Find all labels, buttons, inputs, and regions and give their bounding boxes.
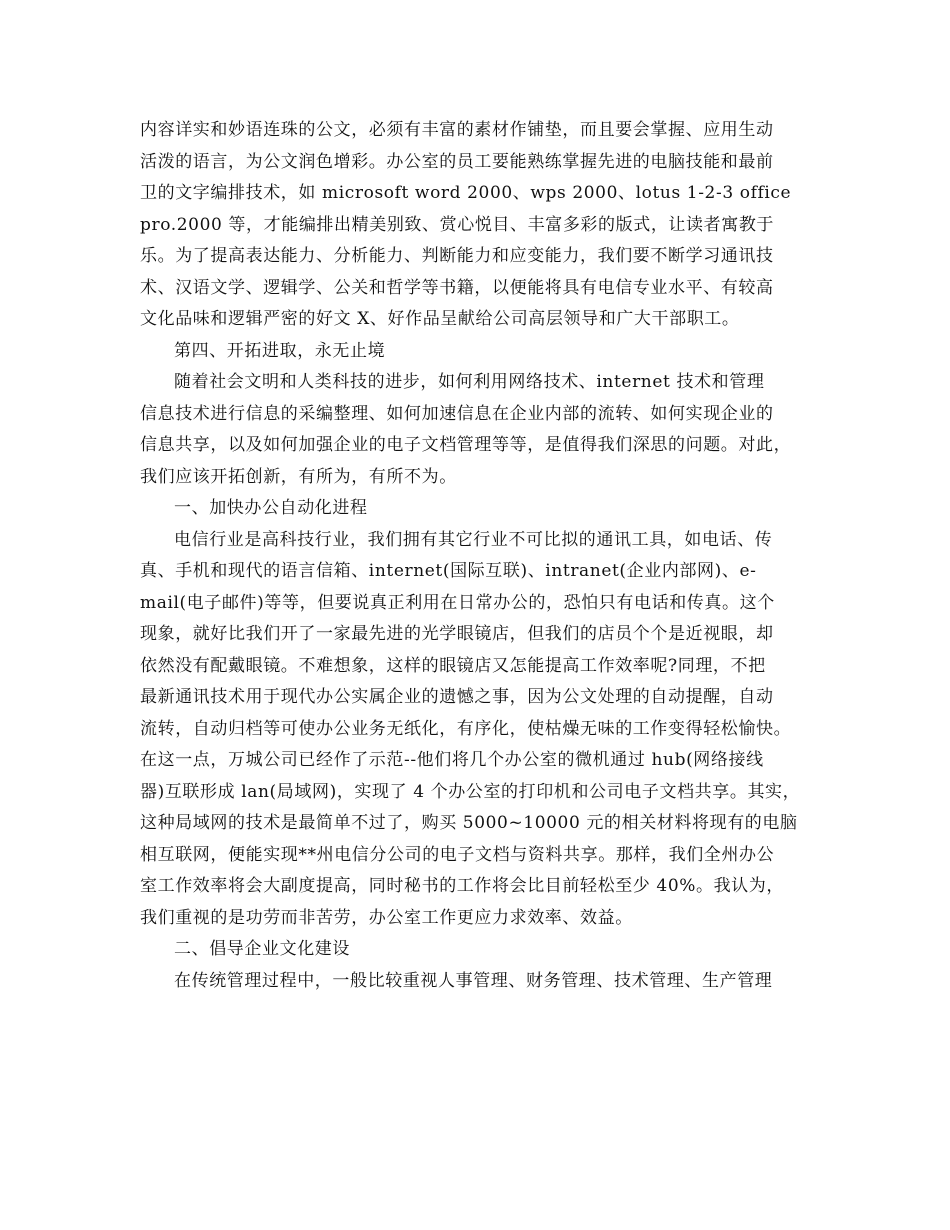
- paragraph-line: 最新通讯技术用于现代办公实属企业的遗憾之事，因为公文处理的自动提醒，自动: [140, 687, 774, 707]
- paragraph-line: 随着社会文明和人类科技的进步，如何利用网络技术、internet 技术和管理: [174, 372, 765, 392]
- paragraph-line: 文化品味和逻辑严密的好文 X、好作品呈献给公司高层领导和广大干部职工。: [140, 309, 740, 329]
- paragraph-line: 这种局域网的技术是最简单不过了，购买 5000~10000 元的相关材料将现有的电脑: [140, 813, 798, 833]
- paragraph-line: 内容详实和妙语连珠的公文，必须有丰富的素材作铺垫，而且要会掌握、应用生动: [140, 120, 774, 140]
- paragraph-line: 信息技术进行信息的采编整理、如何加速信息在企业内部的流转、如何实现企业的: [140, 403, 774, 424]
- paragraph-line: 信息共享，以及如何加强企业的电子文档管理等等，是值得我们深思的问题。对此，: [140, 435, 792, 455]
- paragraph-line: 现象，就好比我们开了一家最先进的光学眼镜店，但我们的店员个个是近视眼，却: [140, 624, 774, 644]
- paragraph-line: 真、手机和现代的语言信箱、internet(国际互联)、intranet(企业内部网)、e-: [140, 561, 757, 581]
- paragraph-line: 依然没有配戴眼镜。不难想象，这样的眼镜店又怎能提高工作效率呢?同理，不把: [140, 655, 766, 676]
- paragraph-line: 在传统管理过程中，一般比较重视人事管理、财务管理、技术管理、生产管理: [174, 970, 773, 991]
- paragraph-line: pro.2000 等，才能编排出精美别致、赏心悦目、丰富多彩的版式，让读者寓教于: [140, 214, 775, 235]
- paragraph-line: 我们重视的是功劳而非苦劳，办公室工作更应力求效率、效益。: [140, 907, 633, 928]
- paragraph-line: 活泼的语言，为公文润色增彩。办公室的员工要能熟练掌握先进的电脑技能和最前: [140, 151, 774, 172]
- paragraph-line: 流转，自动归档等可使办公业务无纸化，有序化，使枯燥无味的工作变得轻松愉快。: [140, 718, 792, 739]
- paragraph-line: 卫的文字编排技术，如 microsoft word 2000、wps 2000、lotus 1-2-3 office: [140, 183, 792, 203]
- document-body: [140, 115, 815, 997]
- subsection-heading: 一、加快办公自动化进程: [174, 498, 368, 518]
- paragraph-line: 器)互联形成 lan(局域网)，实现了 4 个办公室的打印机和公司电子文档共享。其实，: [140, 781, 801, 802]
- paragraph-line: 术、汉语文学、逻辑学、公关和哲学等书籍，以便能将具有电信专业水平、有较高: [140, 277, 774, 298]
- paragraph-line: 相互联网，便能实现**州电信分公司的电子文档与资料共享。那样，我们全州办公: [140, 844, 775, 865]
- paragraph-line: 室工作效率将会大副度提高，同时秘书的工作将会比目前轻松至少 40%。我认为，: [140, 876, 784, 896]
- paragraph-line: 乐。为了提高表达能力、分析能力、判断能力和应变能力，我们要不断学习通讯技: [140, 246, 774, 266]
- paragraph-line: 在这一点，万城公司已经作了示范--他们将几个办公室的微机通过 hub(网络接线: [140, 750, 764, 770]
- paragraph-line: 我们应该开拓创新，有所为，有所不为。: [140, 466, 457, 487]
- subsection-heading: 二、倡导企业文化建设: [174, 939, 350, 959]
- paragraph-line: mail(电子邮件)等等，但要说真正利用在日常办公的，恐怕只有电话和传真。这个: [140, 592, 775, 613]
- paragraph-line: 电信行业是高科技行业，我们拥有其它行业不可比拟的通讯工具，如电话、传: [174, 529, 773, 550]
- section-heading: 第四、开拓进取，永无止境: [174, 340, 386, 361]
